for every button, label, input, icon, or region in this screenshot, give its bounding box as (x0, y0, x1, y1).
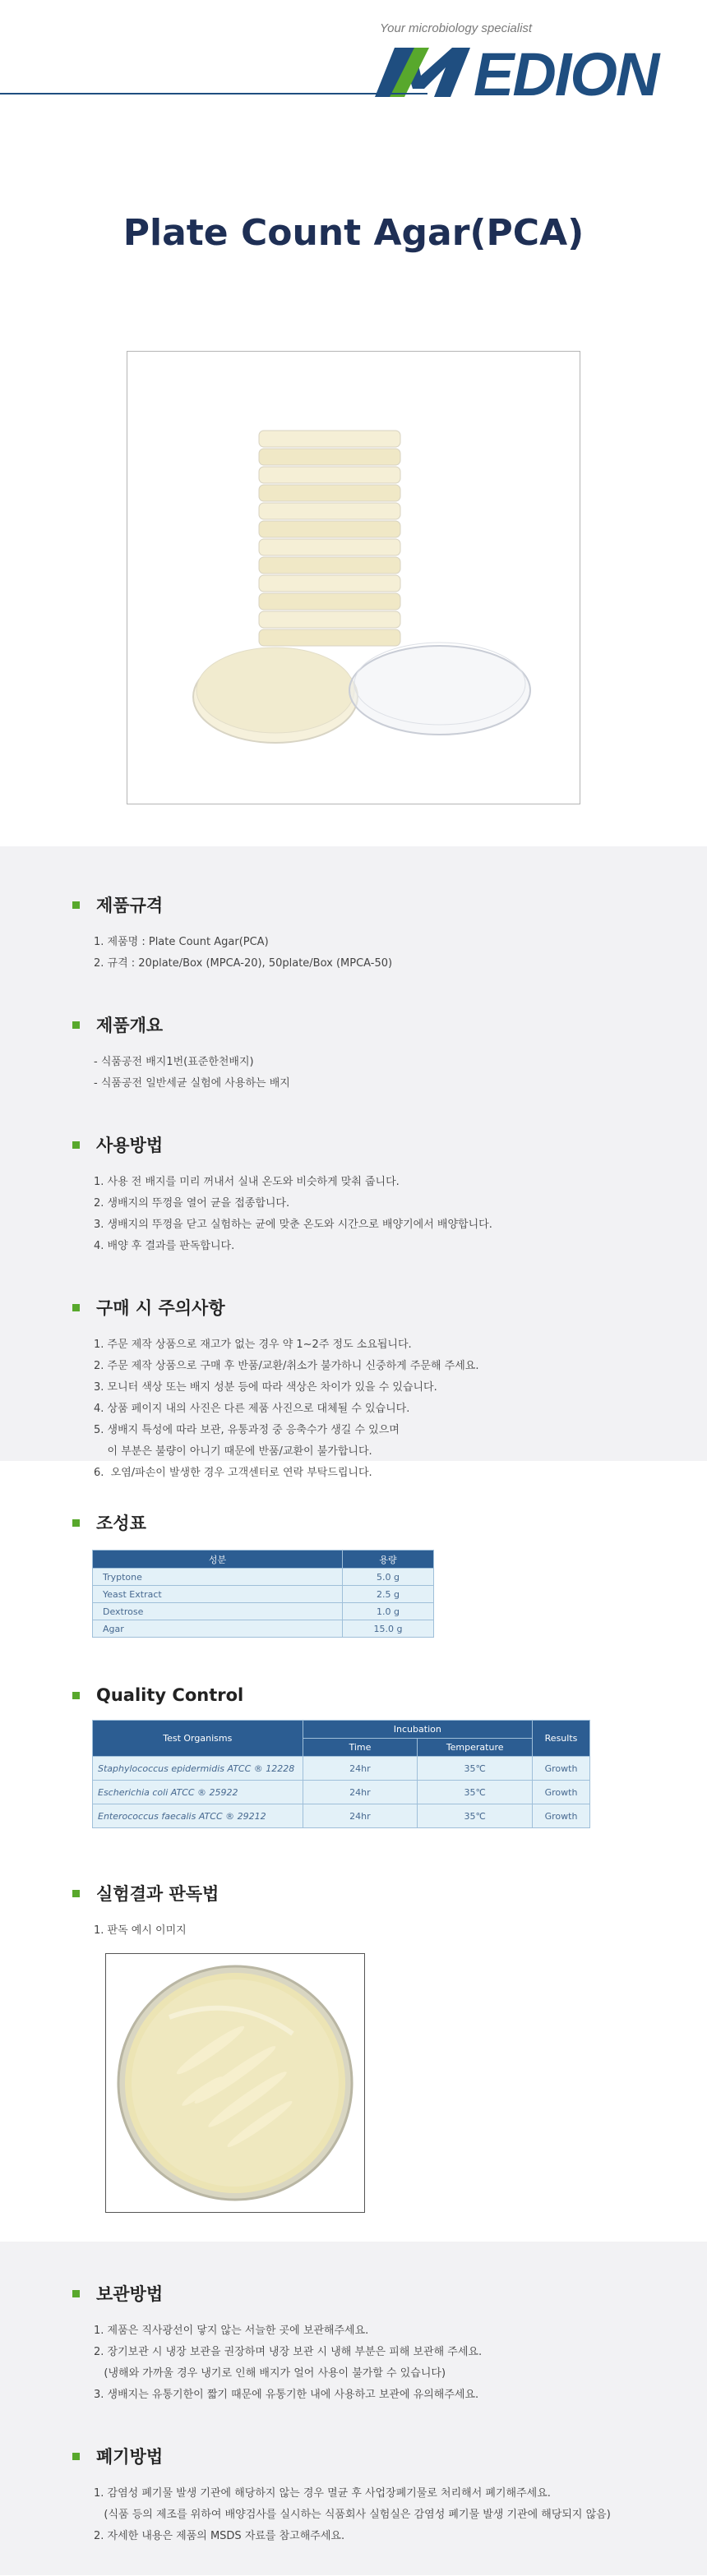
table-row (93, 1586, 434, 1603)
stacked-dish (259, 575, 400, 592)
storage-line: 3. 생배지는 유통기한이 짧기 때문에 유통기한 내에 사용하고 보관에 유의해주세요. (94, 2389, 479, 2401)
table-row (93, 1757, 590, 1781)
stacked-dish (259, 431, 400, 447)
storage-line: (냉해와 가까울 경우 냉기로 인해 배지가 얼어 사용이 불가할 수 있습니다) (94, 2367, 446, 2380)
caution-line: 5. 생배지 특성에 따라 보관, 유통과정 중 응축수가 생길 수 있으며 (94, 1424, 400, 1436)
amount-cell: 2.5 g (343, 1586, 434, 1603)
stacked-dish (259, 485, 400, 501)
composition-block (72, 1510, 707, 1638)
ingredient-cell: Yeast Extract (93, 1586, 343, 1603)
column-header: Time (303, 1739, 418, 1757)
stacked-dish (259, 467, 400, 483)
column-header: Temperature (418, 1739, 533, 1757)
petri-dish-stack-illustration (127, 352, 580, 804)
column-header: Test Organisms (93, 1721, 303, 1757)
title-area (0, 107, 707, 846)
table-row (93, 1603, 434, 1620)
organism-cell: Enterococcus faecalis ATCC ® 29212 (93, 1804, 303, 1828)
overview-line: - 식품공전 배지1번(표준한천배지) (94, 1056, 254, 1068)
stacked-dish (259, 629, 400, 646)
table-row (93, 1620, 434, 1638)
composition-table (92, 1550, 434, 1638)
bullet-square-icon (72, 1692, 80, 1699)
header-rule (0, 93, 427, 94)
usage-line: 2. 생배지의 뚜껑을 열어 균을 접종합니다. (94, 1197, 290, 1210)
specs-block (72, 892, 707, 975)
column-header: 성분 (93, 1551, 343, 1569)
temperature-cell: 35℃ (418, 1804, 533, 1828)
temperature-cell: 35℃ (418, 1757, 533, 1781)
stacked-dish (259, 449, 400, 465)
overview-block (72, 1012, 707, 1094)
amount-cell: 5.0 g (343, 1569, 434, 1586)
stacked-dish (259, 593, 400, 610)
bullet-square-icon (72, 2290, 80, 2297)
time-cell: 24hr (303, 1781, 418, 1804)
amount-cell: 15.0 g (343, 1620, 434, 1638)
stacked-dish (259, 611, 400, 628)
organism-cell: Escherichia coli ATCC ® 25922 (93, 1781, 303, 1804)
composition-heading: 조성표 (96, 1514, 146, 1533)
storage-line: 2. 장기보관 시 냉장 보관을 권장하며 냉장 보관 시 냉해 부분은 피해 보관해 주세요. (94, 2346, 483, 2358)
bullet-square-icon (72, 1519, 80, 1527)
overview-heading: 제품개요 (96, 1016, 164, 1035)
usage-line: 1. 사용 전 배지를 미리 꺼내서 실내 온도와 비슷하게 맞춰 줍니다. (94, 1176, 400, 1188)
results-heading: 실험결과 판독법 (96, 1884, 219, 1904)
time-cell: 24hr (303, 1757, 418, 1781)
caution-line: 3. 모니터 색상 또는 배지 성분 등에 따라 색상은 차이가 있을 수 있습니다. (94, 1381, 437, 1394)
medion-logo[interactable] (372, 43, 684, 100)
usage-block (72, 1132, 707, 1257)
bullet-square-icon (72, 1141, 80, 1149)
specs-heading: 제품규격 (96, 896, 164, 915)
petri-dish-result-illustration (112, 1960, 358, 2206)
result-cell: Growth (533, 1804, 590, 1828)
column-header: Incubation (303, 1721, 533, 1739)
storage-line: 1. 제품은 직사광선이 닿지 않는 서늘한 곳에 보관해주세요. (94, 2325, 369, 2337)
tables-section (0, 1461, 707, 2242)
specs-line: 1. 제품명 : Plate Count Agar(PCA) (94, 936, 269, 948)
amount-cell: 1.0 g (343, 1603, 434, 1620)
caution-line: 2. 주문 제작 상품으로 구매 후 반품/교환/취소가 불가하니 신중하게 주문해 주세요. (94, 1360, 479, 1372)
disposal-line: (식품 등의 제조를 위하여 배양검사를 실시하는 식품회사 실험실은 감염성 폐기물 발생 기관에 해당되지 않음) (94, 2509, 611, 2521)
ingredient-cell: Dextrose (93, 1603, 343, 1620)
qc-table (92, 1720, 590, 1828)
disposal-heading: 폐기방법 (96, 2447, 164, 2467)
usage-line: 3. 생배지의 뚜껑을 닫고 실험하는 균에 맞춘 온도와 시간으로 배양기에서 배양합니다. (94, 1219, 492, 1231)
disposal-block (72, 2444, 707, 2547)
time-cell: 24hr (303, 1804, 418, 1828)
stacked-dish (259, 503, 400, 519)
qc-block (72, 1685, 707, 1828)
ingredient-cell: Tryptone (93, 1569, 343, 1586)
caution-line: 1. 주문 제작 상품으로 재고가 없는 경우 약 1~2주 정도 소요됩니다. (94, 1339, 412, 1351)
header (0, 0, 707, 107)
caution-block (72, 1295, 707, 1484)
bullet-square-icon (72, 1304, 80, 1311)
bullet-square-icon (72, 1021, 80, 1029)
result-example-image (105, 1953, 365, 2213)
svg-text:EDION: EDION (474, 43, 658, 100)
result-cell: Growth (533, 1757, 590, 1781)
storage-block (72, 2281, 707, 2406)
product-image (127, 351, 580, 804)
storage-heading: 보관방법 (96, 2284, 164, 2304)
table-row (93, 1781, 590, 1804)
bullet-square-icon (72, 901, 80, 909)
qc-heading: Quality Control (96, 1685, 244, 1705)
results-block (72, 1881, 707, 2213)
caution-line: 4. 상품 페이지 내의 사진은 다른 제품 사진으로 대체될 수 있습니다. (94, 1403, 410, 1415)
ingredient-cell: Agar (93, 1620, 343, 1638)
usage-heading: 사용방법 (96, 1136, 164, 1155)
storage-section (0, 2242, 707, 2575)
column-header: Results (533, 1721, 590, 1757)
results-line: 1. 판독 예시 이미지 (94, 1924, 187, 1937)
bullet-square-icon (72, 2453, 80, 2460)
stacked-dish (259, 539, 400, 555)
usage-line: 4. 배양 후 결과를 판독합니다. (94, 1240, 235, 1252)
caution-heading: 구매 시 주의사항 (96, 1298, 225, 1318)
disposal-line: 2. 자세한 내용은 제품의 MSDS 자료를 참고해주세요. (94, 2530, 345, 2542)
product-info-section (0, 846, 707, 1479)
column-header: 용량 (343, 1551, 434, 1569)
table-row (93, 1569, 434, 1586)
stacked-dish (259, 557, 400, 574)
organism-cell: Staphylococcus epidermidis ATCC ® 12228 (93, 1757, 303, 1781)
result-cell: Growth (533, 1781, 590, 1804)
product-title: Plate Count Agar(PCA) (122, 212, 585, 254)
bullet-square-icon (72, 1890, 80, 1897)
specs-line: 2. 규격 : 20plate/Box (MPCA-20), 50plate/Box (MPCA-50) (94, 957, 393, 970)
disposal-line: 1. 감염성 폐기물 발생 기관에 해당하지 않는 경우 멸균 후 사업장폐기물로 처리해서 폐기해주세요. (94, 2487, 551, 2500)
overview-line: - 식품공전 일반세균 실험에 사용하는 배지 (94, 1077, 290, 1090)
table-row (93, 1804, 590, 1828)
stacked-dish (259, 521, 400, 537)
caution-line: 6. 오염/파손이 발생한 경우 고객센터로 연락 부탁드립니다. (94, 1467, 372, 1479)
brand-tagline: Your microbiology specialist (380, 21, 533, 35)
temperature-cell: 35℃ (418, 1781, 533, 1804)
caution-line: 이 부분은 불량이 아니기 때문에 반품/교환이 불가합니다. (94, 1445, 372, 1458)
